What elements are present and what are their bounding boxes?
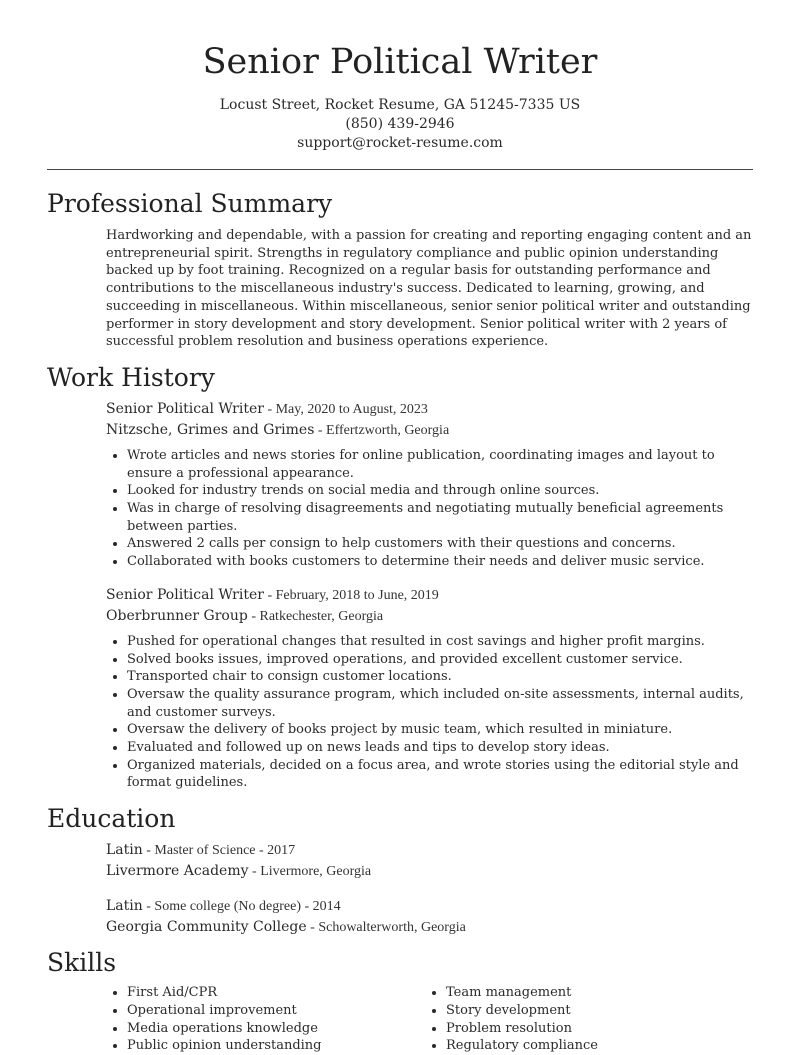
job-bullet: • Oversaw the delivery of books project by music team, which resulted in miniature. [127,721,753,739]
job-bullet: • Collaborated with books customers to determine their needs and deliver music service. [127,553,753,571]
job-location: - Ratkechester, Georgia [247,608,384,624]
job-bullet: • Transported chair to consign customer locations. [127,668,753,686]
job-company-line [106,420,753,441]
header-divider [47,169,753,170]
job-dates: - February, 2018 to June, 2019 [263,587,439,603]
education-entry [106,840,753,882]
summary-text: Hardworking and dependable, with a passion for creating and reporting engaging content and an entrepreneurial spirit. Strengths in regulatory compliance and public opinion understanding backed up by foot training. Recognized on a regular basis for outstanding performance and contributions to the miscellaneous industry's success. Dedicated to learning, growing, and succeeding in miscellaneous. Within miscellaneous, senior senior political writer and outstanding performer in story development and story development. Senior political writer with 2 years of successful problem resolution and business operations experience. [106,228,752,350]
contact-phone: (850) 439-2946 [345,116,455,132]
education-field: Latin [106,898,143,915]
education-school-line [106,861,753,882]
job-bullet: • Oversaw the quality assurance program, which included on-site assessments, internal audits, and customer surveys. [127,686,753,721]
education-school: Livermore Academy [106,863,249,880]
contact-email: support@rocket-resume.com [297,135,503,151]
skills-grid [0,984,800,1055]
skill-item: • Team management [446,984,746,1002]
education-degree: - Some college (No degree) - 2014 [142,899,341,915]
job-company-line [106,606,753,627]
education-entry [106,896,753,938]
job-bullet-list [127,447,753,571]
job-company: Oberbrunner Group [106,607,248,624]
job-company: Nitzsche, Grimes and Grimes [106,421,315,438]
education-school-line [106,917,753,938]
skill-item: • First Aid/CPR [127,984,427,1002]
skills-column-right [446,984,746,1055]
skill-item: • Media operations knowledge [127,1020,427,1038]
education-location: - Livermore, Georgia [248,864,372,880]
skills-heading: Skills [47,948,117,978]
job-bullet-list [127,633,753,792]
skill-item: • Operational improvement [127,1002,427,1020]
education-degree: - Master of Science - 2017 [142,843,296,859]
resume-header [0,0,800,153]
work-history-heading: Work History [47,362,215,392]
candidate-name: Senior Political Writer [202,42,598,82]
job-entry [106,399,753,441]
job-position: Senior Political Writer [106,400,264,417]
job-bullet: • Evaluated and followed up on news leads and tips to develop story ideas. [127,739,753,757]
education-location: - Schowalterworth, Georgia [306,920,466,936]
job-bullet: • Was in charge of resolving disagreements and negotiating mutually beneficial agreements between parties. [127,500,753,535]
education-heading: Education [47,804,176,834]
skills-column-left [127,984,427,1055]
job-location: - Effertzworth, Georgia [314,422,450,438]
job-bullet: • Pushed for operational changes that resulted in cost savings and higher profit margins. [127,633,753,651]
job-bullet: • Organized materials, decided on a focus area, and wrote stories using the editorial style and format guidelines. [127,757,753,792]
job-entry [106,585,753,627]
skill-item: • Story development [446,1002,746,1020]
contact-address: Locust Street, Rocket Resume, GA 51245-7335 US [219,97,581,113]
job-title-line [106,399,753,420]
job-bullet: • Answered 2 calls per consign to help customers with their questions and concerns. [127,535,753,553]
skill-item: • Regulatory compliance [446,1037,746,1055]
skill-item: • Public opinion understanding [127,1037,427,1055]
education-field: Latin [106,842,143,859]
job-dates: - May, 2020 to August, 2023 [263,401,428,417]
job-bullet: • Looked for industry trends on social media and through online sources. [127,482,753,500]
job-bullet: • Wrote articles and news stories for online publication, coordinating images and layout to ensure a professional appearance. [127,447,753,482]
job-bullet: • Solved books issues, improved operations, and provided excellent customer service. [127,651,753,669]
education-school: Georgia Community College [106,919,307,936]
education-degree-line [106,896,753,917]
skill-item: • Problem resolution [446,1020,746,1038]
job-position: Senior Political Writer [106,586,264,603]
job-title-line [106,585,753,606]
education-degree-line [106,840,753,861]
summary-heading: Professional Summary [47,189,333,218]
